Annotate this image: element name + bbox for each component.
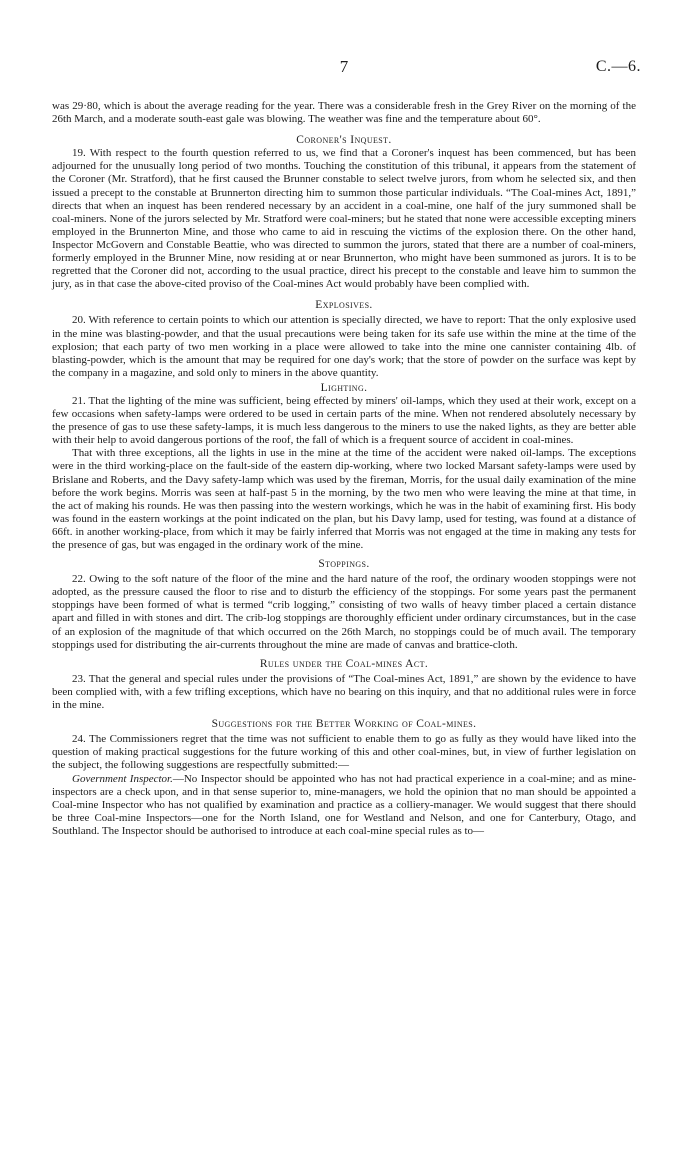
heading-coroners-inquest: Coroner's Inquest. [296, 134, 392, 147]
document-reference: C.—6. [595, 58, 641, 75]
paragraph-21-continued: That with three exceptions, all the lights in use in the mine at the time of the accident were naked oil-lamps. The exceptions were in the third working-place on the fault-side of the eastern dip-working, where two locked Marsant safety-lamps were used by Brislane and Roberts, and the Davy safety-lamp which was used by the fireman, Morris, for the usual daily examination of the mine before the work begins. Morris was seen at half-past 5 in the morning, by the two men who were leaving the mine at that time, in the act of making his rounds. He was then passing into the western workings, which he was in the habit of examining first. His body was found in the eastern workings at the point indicated on the plan, but his Davy lamp, used for testing, was found at a distance of 66ft. in another working-place, from which it may be fairly inferred that Morris was not engaged at the time in making any tests for the presence of gas, but was engaged in the ordinary work of the mine. [52, 447, 636, 551]
page-number: 7 [339, 57, 349, 76]
paragraph-19: 19. With respect to the fourth question referred to us, we find that a Coroner's inquest has been commenced, but has been adjourned for the unusually long period of two months. Touching the constitution of this tribunal, it appears from the statement of the Coroner (Mr. Stratford), that he first caused the Brunner constable to select twelve jurors, from whom he selected six, and then issued a precept to the constable at Brunnerton directing him to summon those particular individuals. “The Coal-mines Act, 1891,” directs that when an inquest has been rendered necessary by an accident in a coal-mine, one half of the jury summoned shall be coal-miners. None of the jurors selected by Mr. Stratford were coal-miners; but he stated that none were accessible excepting miners employed in the Brunnerton Mine, and those who came to aid in rescuing the victims of the explosion there. On the other hand, Inspector McGovern and Constable Beattie, who was directed to summon the jurors, stated that there are a number of coal-miners, formerly employed in the Brunner Mine, now residing at or near Brunnerton, who might have been summoned as jurors. It is to be regretted that the Coroner did not, according to the usual practice, direct his precept to the constable and leave him to summon the jury, as in that case the above-cited proviso of the Coal-mines Act would probably have been complied with. [52, 147, 636, 291]
document-page [52, 0, 641, 1155]
paragraph-24: 24. The Commissioners regret that the time was not sufficient to enable them to go as fully as they would have liked into the question of making practical suggestions for the future working of this and other coal-mines, but, in view of further legislation on the subject, the following suggestions are respectfully submitted:— [52, 733, 636, 772]
government-inspector-text: —No Inspector should be appointed who has not had practical experience in a coal-mine; and as mine-inspectors are a check upon, and in that sense superior to, mine-managers, we hold the opinion that no man should be appointed a Coal-mine Inspector who has not qualified by examination and practice as a colliery-manager. We would suggest that there should be three Coal-mine Inspectors—one for the North Island, one for Westland and Nelson, and one for Canterbury, Otago, and Southland. The Inspector should be authorised to introduce at each coal-mine special rules as to— [52, 772, 636, 837]
heading-stoppings: Stoppings. [318, 558, 370, 571]
government-inspector-label: Government Inspector. [72, 772, 173, 785]
paragraph-22: 22. Owing to the soft nature of the floor of the mine and the hard nature of the roof, the ordinary wooden stoppings were not adopted, as the pressure caused the floor to rise and to disturb the efficiency of the stoppings. For some years past the permanent stoppings have been formed of what is termed “crib logging,” consisting of two walls of heavy timber placed a certain distance apart and filled in with stones and dirt. The crib-log stoppings are thoroughly efficient under ordinary circumstances, but in the case of an explosion of the magnitude of that which occurred on the 26th March, no stoppings could be of much avail. The temporary stoppings used for distributing the air-currents throughout the mine are made of canvas and brattice-cloth. [52, 573, 636, 651]
heading-explosives: Explosives. [315, 299, 373, 312]
paragraph-20: 20. With reference to certain points to which our attention is specially directed, we have to report: That the only explosive used in the mine was blasting-powder, and that the usual precautions were being taken for its safe use within the mine at the time of the explosion; that each party of two men working in a place were allowed to take into the mine one cannister containing 4lb. of blasting-powder, which is the amount that may be required for one day's work; that the store of powder on the surface was kept by the company in a magazine, and sold only to miners in the above quantity. [52, 314, 636, 379]
paragraph-21: 21. That the lighting of the mine was sufficient, being effected by miners' oil-lamps, which they used at their work, except on a few occasions when safety-lamps were ordered to be used in certain parts of the mine. When not rendered absolutely necessary by the presence of gas to use these safety-lamps, it is much less dangerous to the miners to use the naked lights, as they are better able with their help to avoid dangerous portions of the roof, the fall of which is a frequent source of accident in coal-mines. [52, 394, 636, 447]
paragraph-intro: was 29·80, which is about the average reading for the year. There was a considerable fresh in the Grey River on the morning of the 26th March, and a moderate south-east gale was blowing. The weather was fine and the temperature about 60°. [52, 100, 636, 126]
page-header [52, 0, 641, 100]
heading-lighting: Lighting. [320, 381, 368, 394]
heading-suggestions: Suggestions for the Better Working of Coal-mines. [211, 718, 477, 731]
heading-rules-coal-mines-act: Rules under the Coal-mines Act. [259, 657, 429, 670]
paragraph-government-inspector [52, 773, 636, 838]
paragraph-23: 23. That the general and special rules under the provisions of “The Coal-mines Act, 1891,” are shown by the evidence to have been complied with, with a few trifling exceptions, which have no bearing on this inquiry, and that no additional rules were in force in the mine. [52, 672, 636, 712]
